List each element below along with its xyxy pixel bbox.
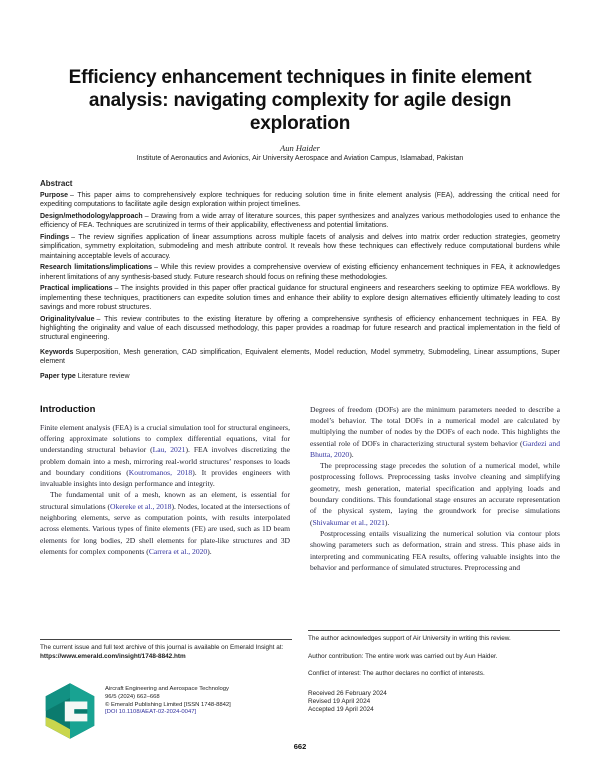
- text-run: Degrees of freedom (DOFs) are the minimum parameters needed to describe a model’s behavior. The total DOFs in a numerical model are calculated by multiplying the number of nodes by the DOFs of each node. This highlights the essential role of DOFs in characterizing structural system behavior (: [310, 404, 560, 448]
- abstract-text: – This paper aims to comprehensively explore techniques for reducing solution time in finite element analysis (FEA), addressing the critical need for expediting computations to facilitate agile design exploration within project timelines.: [40, 191, 560, 209]
- emerald-logo: [44, 682, 96, 740]
- accepted-date: Accepted 19 April 2024: [308, 705, 374, 713]
- paper-type-label: Paper type: [40, 373, 76, 381]
- revised-date: Revised 19 April 2024: [308, 697, 371, 705]
- abstract-label: Originality/value: [40, 315, 95, 323]
- availability-text: [40, 644, 292, 661]
- article-page: [40, 0, 560, 573]
- abstract-methodology: [40, 212, 560, 231]
- text-run: The preprocessing stage precedes the solution of a numerical model, while postprocessing follows. Preprocessing tasks involve cleaning and simplifying geometry, mesh generation, material specification and applying loads and boundary conditions. This foundational stage ensures an accurate representation of the physical system, laying the groundwork for precise simulations (: [310, 461, 560, 527]
- text-run: ). FEA involves discretizing the problem domain into a mesh, mirroring real-world structures’ responses to loads and boundary conditions (: [40, 445, 290, 477]
- introduction-heading: Introduction: [40, 403, 96, 415]
- text-run: ).: [384, 517, 390, 527]
- right-column: [310, 404, 560, 573]
- paper-type-value: Literature review: [77, 373, 130, 381]
- citation-link[interactable]: Carrera et al., 2020: [148, 546, 208, 556]
- received-date: Received 26 February 2024: [308, 689, 387, 697]
- footnote-divider: [308, 630, 560, 631]
- page-title: Efficiency enhancement techniques in finite element analysis: navigating complexity for agile design exploration: [68, 67, 532, 134]
- paragraph: [40, 422, 290, 490]
- abstract-label: Design/methodology/approach: [40, 212, 143, 220]
- doi-link[interactable]: [DOI 10.1108/AEAT-02-2024-0047]: [105, 709, 197, 716]
- keywords-label: Keywords: [40, 348, 74, 356]
- keywords-list: Superposition, Mesh generation, CAD simplification, Equivalent elements, Model reduction, Model symmetry, Submodeling, Linear assumptions, Super element: [40, 348, 560, 366]
- abstract-label: Research limitations/implications: [40, 264, 153, 272]
- publisher-issn: © Emerald Publishing Limited [ISSN 1748-8842]: [105, 701, 231, 708]
- text-run: The fundamental unit of a mesh, known as an element, is essential for structural simulations (: [40, 490, 290, 511]
- paper-type-line: [40, 372, 560, 381]
- journal-availability-note: [40, 639, 292, 661]
- keywords-line: [40, 348, 560, 367]
- journal-name: Aircraft Engineering and Aerospace Technology: [105, 686, 230, 692]
- abstract-label: Purpose: [40, 191, 69, 199]
- citation-link[interactable]: Koutromanos, 2018: [128, 467, 193, 477]
- abstract-heading: Abstract: [40, 179, 73, 188]
- left-column: [40, 404, 290, 573]
- abstract-purpose: [40, 191, 560, 210]
- author-affiliation: Institute of Aeronautics and Avionics, Air University Aerospace and Aviation Campus, Islamabad, Pakistan: [136, 155, 464, 162]
- paragraph: [310, 460, 560, 528]
- citation-link[interactable]: Okereke et al., 2018: [110, 501, 172, 511]
- article-history: [308, 690, 560, 714]
- abstract-label: Findings: [40, 233, 70, 241]
- citation-link[interactable]: Shivakumar et al., 2021: [312, 517, 385, 527]
- volume-issue-pages: 96/5 (2024) 662–668: [105, 693, 160, 700]
- text-run: Postprocessing entails visualizing the numerical solution via contour plots showing parameters such as deformation, strain and stress. This phase aids in interpreting and communicating FEA results, offering valuable insights into the behavior and performance of simulated structures. Preprocessing and: [310, 528, 560, 572]
- abstract-text: – The insights provided in this paper offer practical guidance for structural engineers and researchers seeking to optimize FEA workflows. By implementing these techniques, practitioners can expedite solution times and enhance their ability to explore design alternatives efficiently ultimately leading to cost savings and more robust structures.: [40, 285, 560, 312]
- author-notes: [308, 630, 560, 714]
- abstract-text: – This review contributes to the existing literature by offering a comprehensive synthesis of efficiency enhancement techniques in FEA. By highlighting the originality and value of each discussed methodology, this paper provides a roadmap for future research and practical implementation in the field of structural engineering.: [40, 315, 560, 342]
- abstract-practical: [40, 284, 560, 312]
- journal-colophon: [44, 682, 231, 740]
- body-columns: [40, 404, 560, 573]
- page-number: 662: [293, 742, 307, 751]
- author-contribution-note: Author contribution: The entire work was carried out by Aun Haider.: [308, 652, 498, 660]
- colophon-text: [105, 686, 231, 717]
- text-run: ). It provides engineers with invaluable insights into design performance and integrity.: [40, 467, 290, 489]
- paragraph: [310, 404, 560, 460]
- paragraph: [40, 489, 290, 557]
- abstract-text: – Drawing from a wide array of literature sources, this paper synthesizes and analyzes various methodologies used to enhance the efficiency of FEA. Techniques are scrutinized in terms of their applicability, effectiveness and potential limitations.: [40, 212, 560, 230]
- conflict-of-interest-note: Conflict of interest: The author declares no conflict of interests.: [308, 670, 485, 678]
- acknowledgement-note: The author acknowledges support of Air University in writing this review.: [308, 635, 511, 642]
- abstract-originality: [40, 315, 560, 343]
- abstract-text: – The review signifies application of linear assumptions across multiple facets of analysis and delves into matrix order reduction strategies, geometry simplification, symmetry exploitation, submodeling and mesh attribute control. It reveals how these techniques can effectively reduce computational burdens while maintaining acceptable levels of accuracy.: [40, 233, 560, 260]
- text-run: The current issue and full text archive of this journal is available on Emerald Insight at:: [40, 644, 284, 651]
- paragraph: [310, 528, 560, 573]
- footnote-divider: [40, 639, 292, 640]
- text-run: ).: [207, 546, 212, 556]
- citation-link[interactable]: Lau, 2021: [152, 445, 186, 455]
- abstract-label: Practical implications: [40, 285, 113, 293]
- author-name: Aun Haider: [280, 143, 320, 153]
- text-run: ).: [349, 449, 354, 459]
- abstract-section: [40, 179, 560, 382]
- abstract-limitations: [40, 263, 560, 282]
- abstract-text: – While this review provides a comprehensive overview of existing efficiency enhancement techniques in FEA, it acknowledges inherent limitations of any synthesis-based study. Future research should focus on refining these methodologies.: [40, 264, 560, 281]
- text-run: ). Nodes, located at the intersections of neighboring elements, serve as computation points, with results interpolated across elements. Various types of finite elements (FE) are used, such as 1D beam elements for long bodies, 2D shell elements for plate-like structures and 3D elements for complex components (: [40, 501, 290, 556]
- journal-url-link[interactable]: https://www.emerald.com/insight/1748-8842.htm: [40, 652, 186, 660]
- citation-link[interactable]: Gardezi and Bhutta, 2020: [310, 438, 560, 459]
- text-run: Finite element analysis (FEA) is a crucial simulation tool for structural engineers, offering approximate solutions to complex differential equations, vital for understanding structural behavior (: [40, 422, 290, 455]
- abstract-findings: [40, 233, 560, 261]
